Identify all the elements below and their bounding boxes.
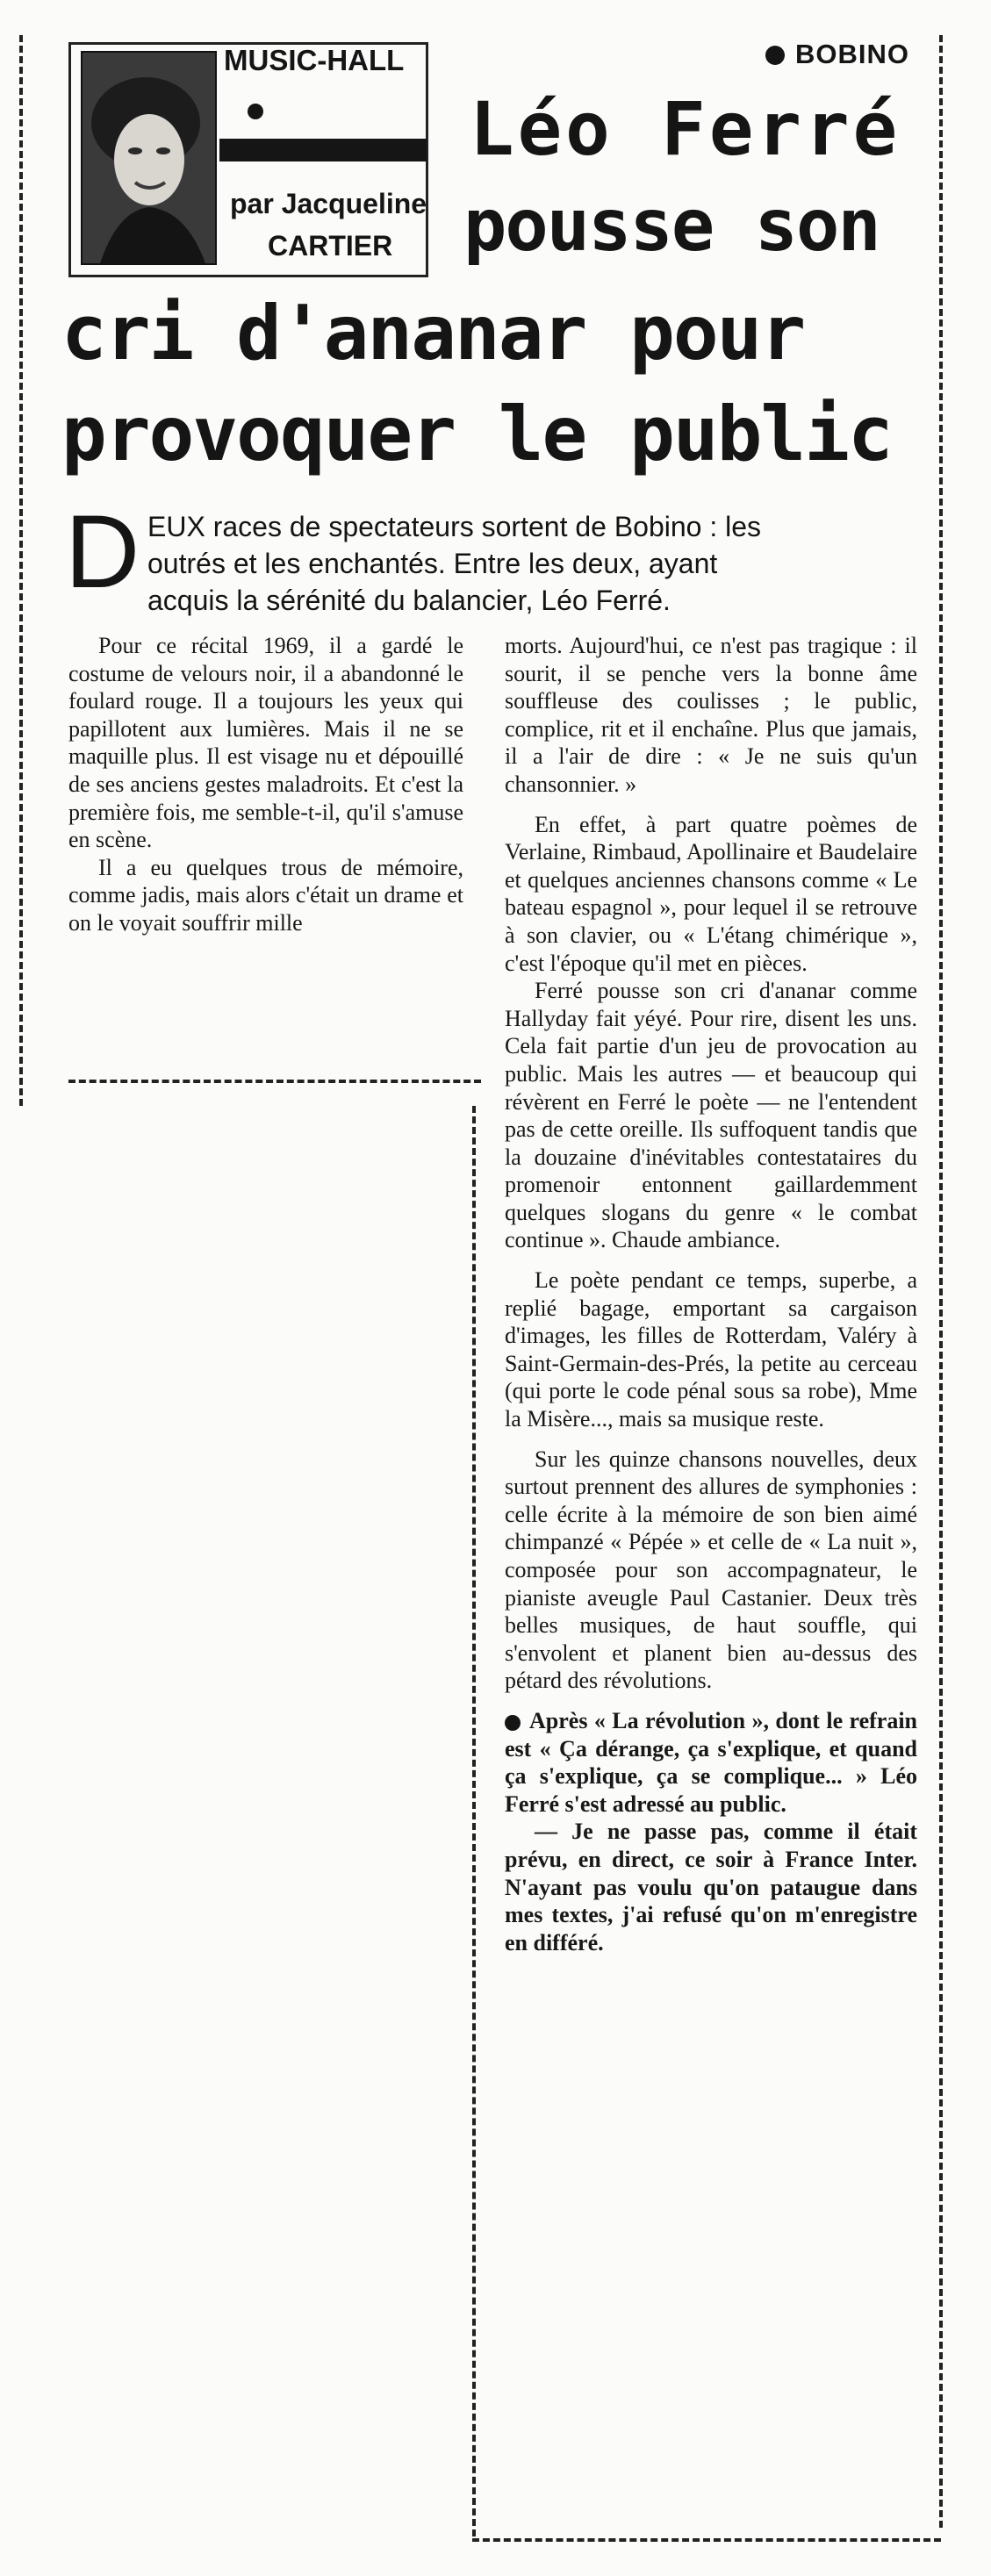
venue-bullet: [765, 46, 785, 65]
lead-line-1: EUX races de spectateurs sortent de Bobino : les: [147, 511, 762, 542]
lead-line-2: outrés et les enchantés. Entre les deux, ayant: [147, 548, 718, 579]
paragraph-poemes: En effet, à part quatre poèmes de Verlaine, Rimbaud, Apollinaire et Baudelaire et quelques anciennes chansons comme « Le bateau espagnol », pour lequel il se retrouve à son clavier, ou « L'étang chimérique », c'est l'époque qu'il met en pièces.: [505, 811, 917, 976]
paragraph-chansons: Sur les quinze chansons nouvelles, deux surtout prennent des allures de symphonies : celle écrite à la mémoire de son bien aimé chimpanzé « Pépée » et celle de « La nuit », composée pour son accompagnateur, le pianiste aveugle Paul Castanier. Deux très belles musiques, de haut souffle, qui s'envolent et planent bien au-dessus des pétard des révolutions.: [505, 1446, 917, 1694]
column-divider-rule: [472, 1106, 476, 2537]
paragraph-revolution: [505, 1707, 917, 1818]
article-column-right: [505, 632, 917, 1956]
rubric-label: MUSIC-HALL: [224, 44, 405, 76]
paragraph-memoire-continued: morts. Aujourd'hui, ce n'est pas tragique : il sourit, il se penche vers la bonne âme souffleuse des coulisses ; le public, complice, rit et il enchaîne. Plus que jamais, il a l'air de dire : « Je ne suis qu'un chansonnier. »: [505, 633, 917, 797]
right-border-rule: [939, 35, 943, 2528]
author-portrait-photo: [81, 51, 217, 265]
byline-name: CARTIER: [268, 230, 393, 262]
lead-dropcap: D: [65, 494, 140, 610]
paragraph-france-inter: — Je ne passe pas, comme il était prévu, en direct, ce soir à France Inter. N'ayant pas voulu qu'on pataugue dans mes textes, j'ai refusé qu'on m'enregistre en différé.: [505, 1819, 917, 1955]
column-end-rule: [68, 1080, 481, 1083]
paragraph-ananar: Ferré pousse son cri d'ananar comme Hallyday fait yéyé. Pour rire, disent les uns. Cela fait partie d'un jeu de provocation au public. Mais les autres — et beaucoup qui révèrent en Ferré le poète — ne l'entendent pas de cette oreille. Ils suffoquent tandis que la douzaine d'inévitables contestataires du promenoir entonnent gaillardemment quelques slogans du genre « le combat continue ». Chaude ambiance.: [505, 978, 917, 1253]
lead-line-3: acquis la sérénité du balancier, Léo Ferré.: [147, 585, 671, 616]
headline-line-3: cri d'ananar pour: [61, 290, 805, 377]
paragraph-poete: Le poète pendant ce temps, superbe, a replié bagage, emportant sa cargaison d'images, les filles de Rotterdam, Valéry à Saint-Germain-des-Prés, la petite au cerceau (qui porte le code pénal sous sa robe), Mme la Misère..., mais sa musique reste.: [505, 1267, 917, 1432]
headline-line-4: provoquer le public: [61, 391, 892, 478]
headline-line-2: pousse son: [463, 184, 880, 268]
byline-par: par Jacqueline: [230, 188, 427, 219]
headline-line-1: Léo Ferré: [470, 86, 901, 172]
paragraph-costume: Pour ce récital 1969, il a gardé le costume de velours noir, il a abandonné le foulard rouge. Il a toujours les yeux qui papillotent aux lumières. Mais il ne se maquille plus. Il est visage nu et dépouillé de ses anciens gestes maladroits. Et c'est la première fois, me semble-t-il, qu'il s'amuse en scène.: [68, 633, 463, 853]
paragraph-revolution-text: Après « La révolution », dont le refrain est « Ça dérange, ça s'explique, et quand ça s'explique, ça se complique... » Léo Ferré s'est adressé au public.: [505, 1707, 917, 1817]
paragraph-memoire: Il a eu quelques trous de mémoire, comme jadis, mais alors c'était un drame et on le voyait souffrir mille: [68, 854, 463, 936]
bullet-dot: [248, 104, 263, 119]
bullet-icon: [505, 1715, 521, 1731]
portrait-image: [83, 53, 215, 263]
venue-label: BOBINO: [795, 39, 909, 69]
black-bar: [219, 139, 427, 161]
left-border-rule: [19, 35, 23, 1106]
bottom-border-rule: [472, 2538, 941, 2542]
article-column-left: [68, 632, 463, 937]
